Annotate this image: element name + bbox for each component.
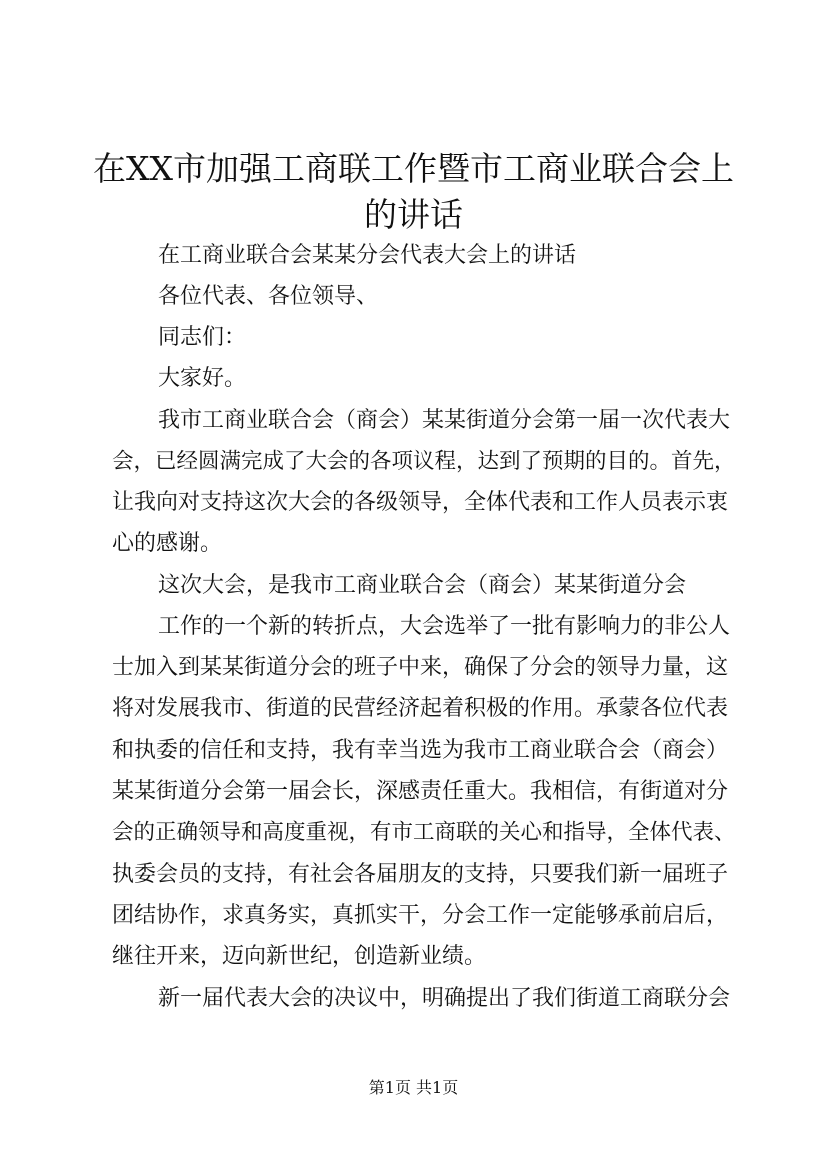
body-line: 让我向对支持这次大会的各级领导，全体代表和工作人员表示衷 xyxy=(112,490,729,515)
body-line: 将对发展我市、街道的民营经济起着积极的作用。承蒙各位代表 xyxy=(112,696,729,721)
title-line-1: 在XX市加强工商联工作暨市工商业联合会上 xyxy=(93,149,734,188)
body-line: 我市工商业联合会（商会）某某街道分会第一届一次代表大 xyxy=(158,408,731,433)
page-number-footer: 第1页 共1页 xyxy=(368,1078,459,1097)
body-line: 新一届代表大会的决议中，明确提出了我们街道工商联分会 xyxy=(158,986,731,1011)
body-line: 心的感谢。 xyxy=(112,531,223,556)
body-line: 团结协作，求真务实，真抓实干，分会工作一定能够承前启后， xyxy=(112,903,729,928)
salutation-line: 各位代表、各位领导、 xyxy=(158,284,379,309)
body-line: 士加入到某某街道分会的班子中来，确保了分会的领导力量，这 xyxy=(112,655,729,680)
body-line: 执委会员的支持，有社会各届朋友的支持，只要我们新一届班子 xyxy=(112,862,729,887)
greeting-line: 大家好。 xyxy=(158,366,247,391)
body-line: 继往开来，迈向新世纪，创造新业绩。 xyxy=(112,944,487,969)
salutation-line: 同志们： xyxy=(158,325,247,350)
body-line: 工作的一个新的转折点，大会选举了一批有影响力的非公人 xyxy=(158,614,731,639)
body-line: 会，已经圆满完成了大会的各项议程，达到了预期的目的。首先， xyxy=(112,449,736,474)
subtitle-line: 在工商业联合会某某分会代表大会上的讲话 xyxy=(158,243,577,268)
body-line: 这次大会，是我市工商业联合会（商会）某某街道分会 xyxy=(158,573,687,598)
document-title xyxy=(90,146,737,238)
title-line-2: 的讲话 xyxy=(364,195,463,234)
body-line: 某某街道分会第一届会长，深感责任重大。我相信，有街道对分 xyxy=(112,779,729,804)
body-line: 和执委的信任和支持，我有幸当选为我市工商业联合会（商会） xyxy=(112,738,729,763)
body-line: 会的正确领导和高度重视，有市工商联的关心和指导，全体代表、 xyxy=(112,820,736,845)
